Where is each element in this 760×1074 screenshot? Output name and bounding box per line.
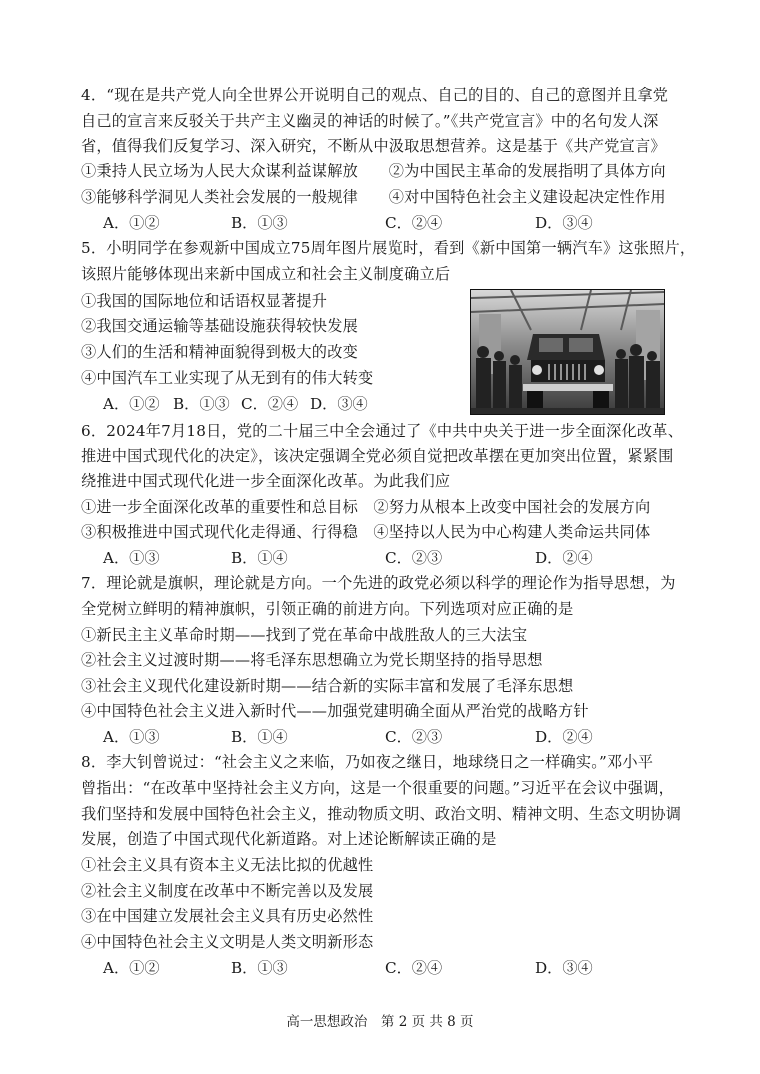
statement: ①秉持人民立场为人民大众谋利益谋解放 ②为中国民主革命的发展指明了具体方向 — [81, 162, 666, 180]
option-a: A．①② — [103, 214, 160, 232]
statement: ③社会主义现代化建设新时期——结合新的实际丰富和发展了毛泽东思想 — [81, 677, 574, 695]
option-b: B．①③ — [231, 959, 288, 977]
question-text: 全党树立鲜明的精神旗帜，引领正确的前进方向。下列选项对应正确的是 — [81, 600, 574, 618]
option-c: C．②③ — [385, 549, 443, 567]
question-text: 我们坚持和发展中国特色社会主义，推动物质文明、政治文明、精神文明、生态文明协调 — [81, 805, 682, 823]
statement: ③在中国建立发展社会主义具有历史必然性 — [81, 907, 374, 925]
statement: ④中国汽车工业实现了从无到有的伟大转变 — [81, 369, 374, 387]
statement: ④中国特色社会主义文明是人类文明新形态 — [81, 933, 374, 951]
option-d: D．②④ — [535, 728, 593, 746]
question-text: 4．“现在是共产党人向全世界公开说明自己的观点、自己的目的、自己的意图并且拿党 — [81, 86, 669, 104]
question-text: 6．2024年7月18日，党的二十届三中全会通过了《中共中央关于进一步全面深化改革、 — [81, 422, 684, 440]
question-text: 推进中国式现代化的决定》，该决定强调全党必须自觉把改革摆在更加突出位置，紧紧围 — [81, 447, 674, 465]
option-c: C．②④ — [385, 214, 443, 232]
truck-photo-image — [471, 290, 664, 414]
statement: ③人们的生活和精神面貌得到极大的改变 — [81, 343, 358, 361]
statement: ①新民主主义革命时期——找到了党在革命中战胜敌人的三大法宝 — [81, 626, 528, 644]
option-d: D．②④ — [535, 549, 593, 567]
option-d: D．③④ — [310, 395, 368, 413]
statement: ③能够科学洞见人类社会发展的一般规律 ④对中国特色社会主义建设起决定性作用 — [81, 188, 666, 206]
question-text: 发展，创造了中国式现代化新道路。对上述论断解读正确的是 — [81, 830, 497, 848]
statement: ②社会主义制度在改革中不断完善以及发展 — [81, 882, 374, 900]
question-text: 绕推进中国式现代化进一步全面深化改革。为此我们应 — [81, 472, 451, 490]
question-text: 8．李大钊曾说过：“社会主义之来临，乃如夜之继日，地球绕日之一样确实。”邓小平 — [81, 753, 654, 771]
statement: ④中国特色社会主义进入新时代——加强党建明确全面从严治党的战略方针 — [81, 702, 589, 720]
question-text: 7．理论就是旗帜，理论就是方向。一个先进的政党必须以科学的理论作为指导思想，为 — [81, 574, 676, 592]
question-text: 5．小明同学在参观新中国成立75周年图片展览时，看到《新中国第一辆汽车》这张照片， — [81, 239, 696, 257]
option-a: A．①③ — [103, 728, 160, 746]
question-text: 该照片能够体现出来新中国成立和社会主义制度确立后 — [81, 265, 451, 283]
option-a: A．①② — [103, 959, 160, 977]
option-d: D．③④ — [535, 214, 593, 232]
statement: ①进一步全面深化改革的重要性和总目标 ②努力从根本上改变中国社会的发展方向 — [81, 498, 651, 516]
option-c: C．②④ — [241, 395, 299, 413]
statement: ②社会主义过渡时期——将毛泽东思想确立为党长期坚持的指导思想 — [81, 651, 543, 669]
question-text: 自己的宣言来反驳关于共产主义幽灵的神话的时候了。”《共产党宣言》中的名句发人深 — [81, 112, 659, 130]
statement: ②我国交通运输等基础设施获得较快发展 — [81, 317, 358, 335]
option-b: B．①④ — [231, 549, 288, 567]
option-c: C．②④ — [385, 959, 443, 977]
question-text: 曾指出：“在改革中坚持社会主义方向，这是一个很重要的问题。”习近平在会议中强调， — [81, 779, 675, 797]
option-b: B．①④ — [231, 728, 288, 746]
option-a: A．①③ — [103, 549, 160, 567]
statement: ③积极推进中国式现代化走得通、行得稳 ④坚持以人民为中心构建人类命运共同体 — [81, 523, 651, 541]
option-b: B．①③ — [173, 395, 230, 413]
page-footer: 高一思想政治 第 2 页 共 8 页 — [286, 1014, 474, 1030]
option-a: A．①② — [103, 395, 160, 413]
option-d: D．③④ — [535, 959, 593, 977]
question-text: 省，值得我们反复学习、深入研究，不断从中汲取思想营养。这是基于《共产党宣言》 — [81, 137, 666, 155]
statement: ①我国的国际地位和话语权显著提升 — [81, 292, 328, 310]
statement: ①社会主义具有资本主义无法比拟的优越性 — [81, 856, 374, 874]
first-truck-photo — [470, 289, 665, 415]
option-b: B．①③ — [231, 214, 288, 232]
option-c: C．②③ — [385, 728, 443, 746]
